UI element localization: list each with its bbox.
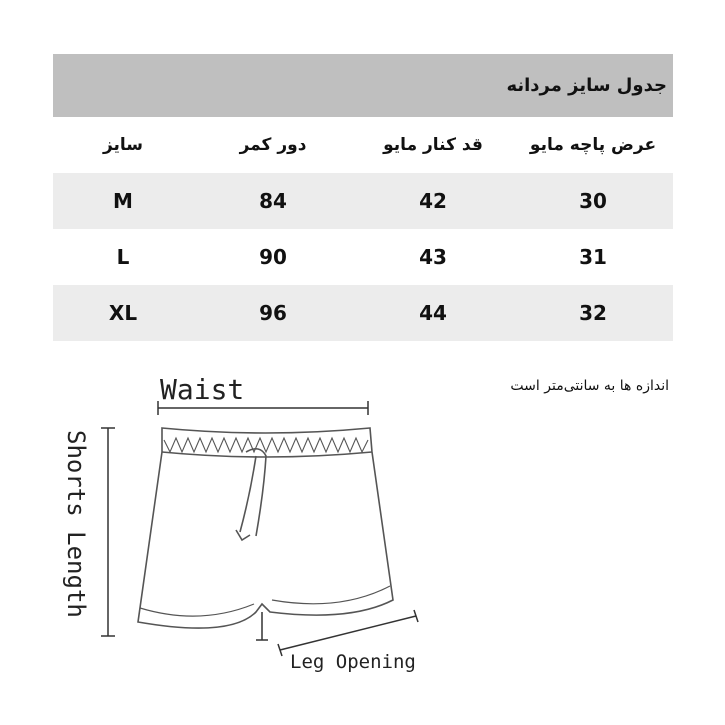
header-side-length: قد کنار مایو (383, 135, 483, 155)
table-header-row (53, 117, 673, 173)
header-leg-width: عرض پاچه مایو (529, 135, 657, 155)
table-row (53, 173, 673, 229)
cell-side-length: 42 (419, 189, 447, 213)
length-label: Shorts Length (62, 430, 90, 618)
cell-leg-width: 31 (579, 245, 607, 269)
cell-leg-width: 30 (579, 189, 607, 213)
cell-side-length: 43 (419, 245, 447, 269)
cell-leg-width: 32 (579, 301, 607, 325)
cell-waist: 84 (259, 189, 287, 213)
table-title: جدول سایز مردانه (506, 75, 667, 96)
waist-label: Waist (160, 373, 245, 406)
cell-size: XL (108, 301, 138, 325)
length-measure-line (101, 428, 115, 636)
shorts-icon (138, 428, 393, 628)
table-row (53, 285, 673, 341)
cell-side-length: 44 (419, 301, 447, 325)
header-waist: دور کمر (239, 135, 307, 155)
cell-size: M (113, 189, 133, 213)
cell-size: L (116, 245, 130, 269)
cell-waist: 90 (259, 245, 287, 269)
header-size: سایز (102, 135, 144, 155)
leg-measure-line (256, 610, 418, 656)
cell-waist: 96 (259, 301, 287, 325)
units-note: اندازه ها به سانتی‌متر است (510, 378, 669, 394)
shorts-diagram (50, 360, 450, 690)
table-title-bar (53, 54, 673, 117)
leg-opening-label: Leg Opening (290, 651, 416, 673)
table-row (53, 229, 673, 285)
